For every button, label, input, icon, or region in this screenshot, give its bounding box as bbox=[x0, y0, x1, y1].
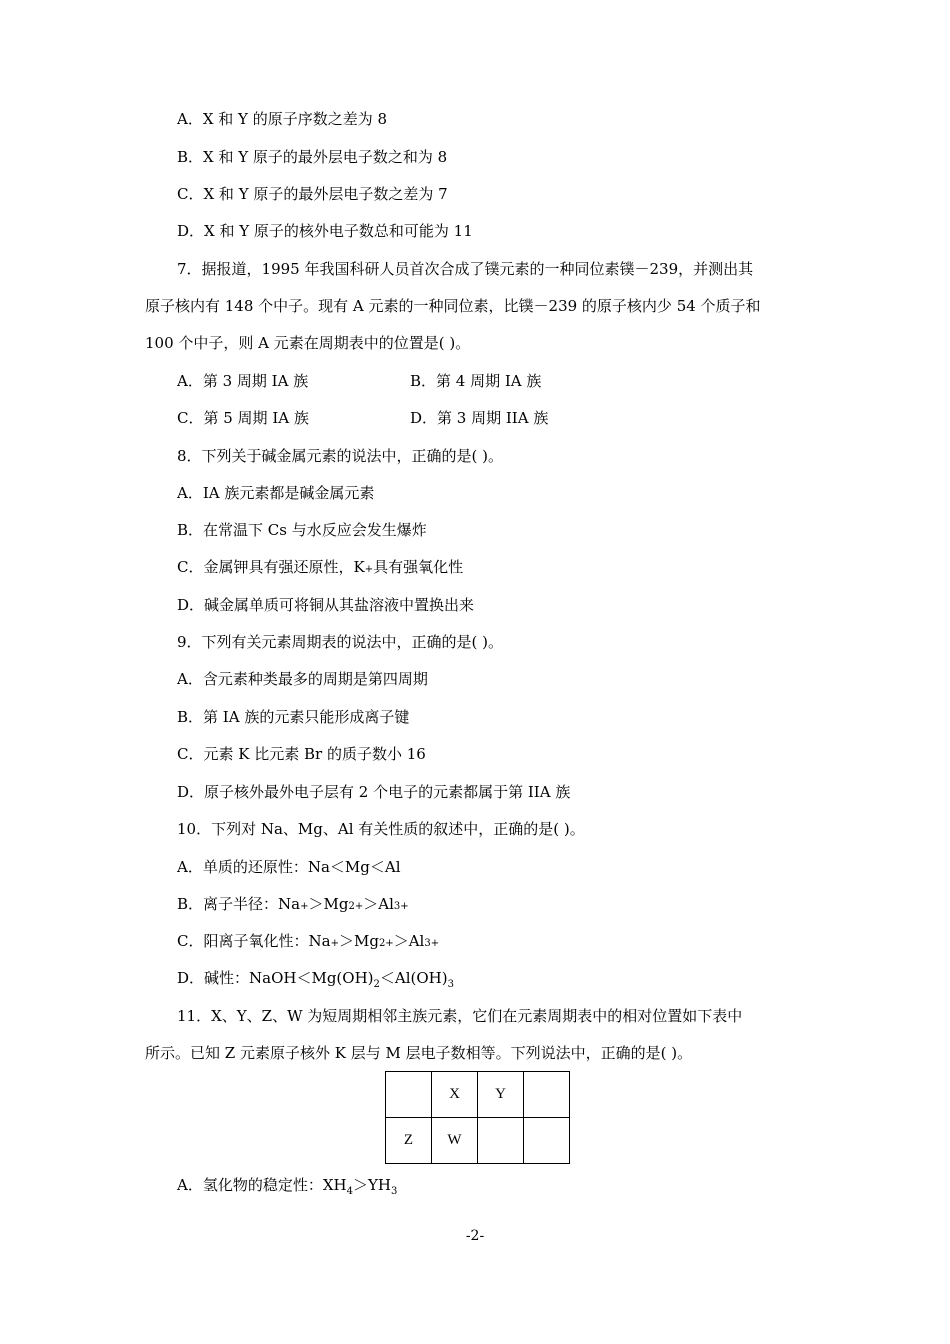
q9-option-a: A．含元素种类最多的周期是第四周期 bbox=[177, 670, 428, 688]
subscript: 4 bbox=[346, 1186, 353, 1197]
table-cell bbox=[386, 1072, 432, 1118]
al-charge: 3+ bbox=[393, 901, 409, 912]
q10-option-a: A．单质的还原性：Na＜Mg＜Al bbox=[177, 858, 401, 876]
q7-stem-line1: 7．据报道，1995 年我国科研人员首次合成了镤元素的一种同位素镤－239，并测出其 bbox=[177, 260, 754, 278]
gt-sign: ＞ bbox=[308, 895, 324, 913]
q10-option-c-label: C．阳离子氧化性： bbox=[177, 932, 309, 950]
q10-option-d-mid: ＜Al(OH) bbox=[379, 969, 448, 987]
q9-option-b: B．第 IA 族的元素只能形成离子键 bbox=[177, 708, 410, 726]
table-cell bbox=[524, 1072, 570, 1118]
q7-stem-line3: 100 个中子，则 A 元素在周期表中的位置是( )。 bbox=[145, 334, 471, 352]
table-cell: Y bbox=[478, 1072, 524, 1118]
q11-stem-line1: 11．X、Y、Z、W 为短周期相邻主族元素，它们在元素周期表中的相对位置如下表中 bbox=[177, 1007, 743, 1025]
q10-stem: 10．下列对 Na、Mg、Al 有关性质的叙述中，正确的是( )。 bbox=[177, 820, 585, 838]
gt-sign: ＞ bbox=[338, 932, 354, 950]
q8-option-a: A．IA 族元素都是碱金属元素 bbox=[177, 484, 375, 502]
table-cell: Z bbox=[386, 1118, 432, 1164]
mg-charge: 2+ bbox=[378, 938, 394, 949]
table-row bbox=[386, 1118, 570, 1164]
q9-stem: 9．下列有关元素周期表的说法中，正确的是( )。 bbox=[177, 633, 504, 651]
q10-option-b-label: B．离子半径： bbox=[177, 895, 279, 913]
na-charge: + bbox=[330, 938, 339, 949]
q11-stem-line2: 所示。已知 Z 元素原子核外 K 层与 M 层电子数相等。下列说法中，正确的是( )。 bbox=[145, 1044, 693, 1062]
mg-symbol: Mg bbox=[353, 932, 379, 950]
table-cell bbox=[524, 1118, 570, 1164]
q8-option-c-post: 具有强氧化性 bbox=[373, 558, 464, 576]
q7-option-c: C．第 5 周期 IA 族 bbox=[177, 409, 309, 427]
page-number: -2- bbox=[465, 1228, 485, 1244]
al-charge: 3+ bbox=[424, 938, 440, 949]
na-symbol: Na bbox=[278, 895, 301, 913]
q7-option-d: D．第 3 周期 IIA 族 bbox=[410, 409, 549, 427]
q11-option-a-mid: ＞YH bbox=[352, 1176, 391, 1194]
table-cell: W bbox=[432, 1118, 478, 1164]
q9-option-c: C．元素 K 比元素 Br 的质子数小 16 bbox=[177, 745, 426, 763]
mg-charge: 2+ bbox=[348, 901, 364, 912]
q8-option-c-pre: C．金属钾具有强还原性，K bbox=[177, 558, 365, 576]
subscript: 3 bbox=[390, 1186, 398, 1197]
na-symbol: Na bbox=[308, 932, 331, 950]
q10-option-d-label: D．碱性：NaOH＜Mg(OH) bbox=[177, 969, 374, 987]
q9-option-d: D．原子核外最外电子层有 2 个电子的元素都属于第 IIA 族 bbox=[177, 783, 571, 801]
al-symbol: Al bbox=[408, 932, 425, 950]
periodic-position-table bbox=[385, 1071, 570, 1164]
q7-stem-line2: 原子核内有 148 个中子。现有 A 元素的一种同位素，比镤－239 的原子核内少 54 个质子和 bbox=[145, 297, 761, 315]
table-row bbox=[386, 1072, 570, 1118]
q7-option-a: A．第 3 周期 IA 族 bbox=[177, 372, 309, 390]
gt-sign: ＞ bbox=[393, 932, 409, 950]
q7-option-b: B．第 4 周期 IA 族 bbox=[410, 372, 542, 390]
q8-stem: 8．下列关于碱金属元素的说法中，正确的是( )。 bbox=[177, 447, 504, 465]
q10-option-b bbox=[177, 894, 409, 917]
q6-option-d: D．X 和 Y 原子的核外电子数总和可能为 11 bbox=[177, 222, 473, 240]
subscript: 2 bbox=[373, 979, 380, 990]
na-charge: + bbox=[300, 901, 309, 912]
q10-option-d bbox=[177, 968, 454, 988]
al-symbol: Al bbox=[378, 895, 394, 913]
mg-symbol: Mg bbox=[323, 895, 349, 913]
q6-option-a: A．X 和 Y 的原子序数之差为 8 bbox=[177, 110, 388, 128]
q6-option-c: C．X 和 Y 原子的最外层电子数之差为 7 bbox=[177, 185, 448, 203]
q8-option-d: D．碱金属单质可将铜从其盐溶液中置换出来 bbox=[177, 596, 475, 614]
table-cell bbox=[478, 1118, 524, 1164]
table-cell: X bbox=[432, 1072, 478, 1118]
gt-sign: ＞ bbox=[363, 895, 379, 913]
q6-option-b: B．X 和 Y 原子的最外层电子数之和为 8 bbox=[177, 148, 448, 166]
q10-option-c bbox=[177, 931, 439, 954]
subscript: 3 bbox=[447, 979, 454, 990]
q8-option-c-charge: + bbox=[364, 564, 374, 575]
q11-option-a bbox=[177, 1175, 397, 1195]
q11-option-a-pre: A．氢化物的稳定性：XH bbox=[177, 1176, 347, 1194]
q8-option-c bbox=[177, 557, 463, 580]
q8-option-b: B．在常温下 Cs 与水反应会发生爆炸 bbox=[177, 521, 427, 539]
